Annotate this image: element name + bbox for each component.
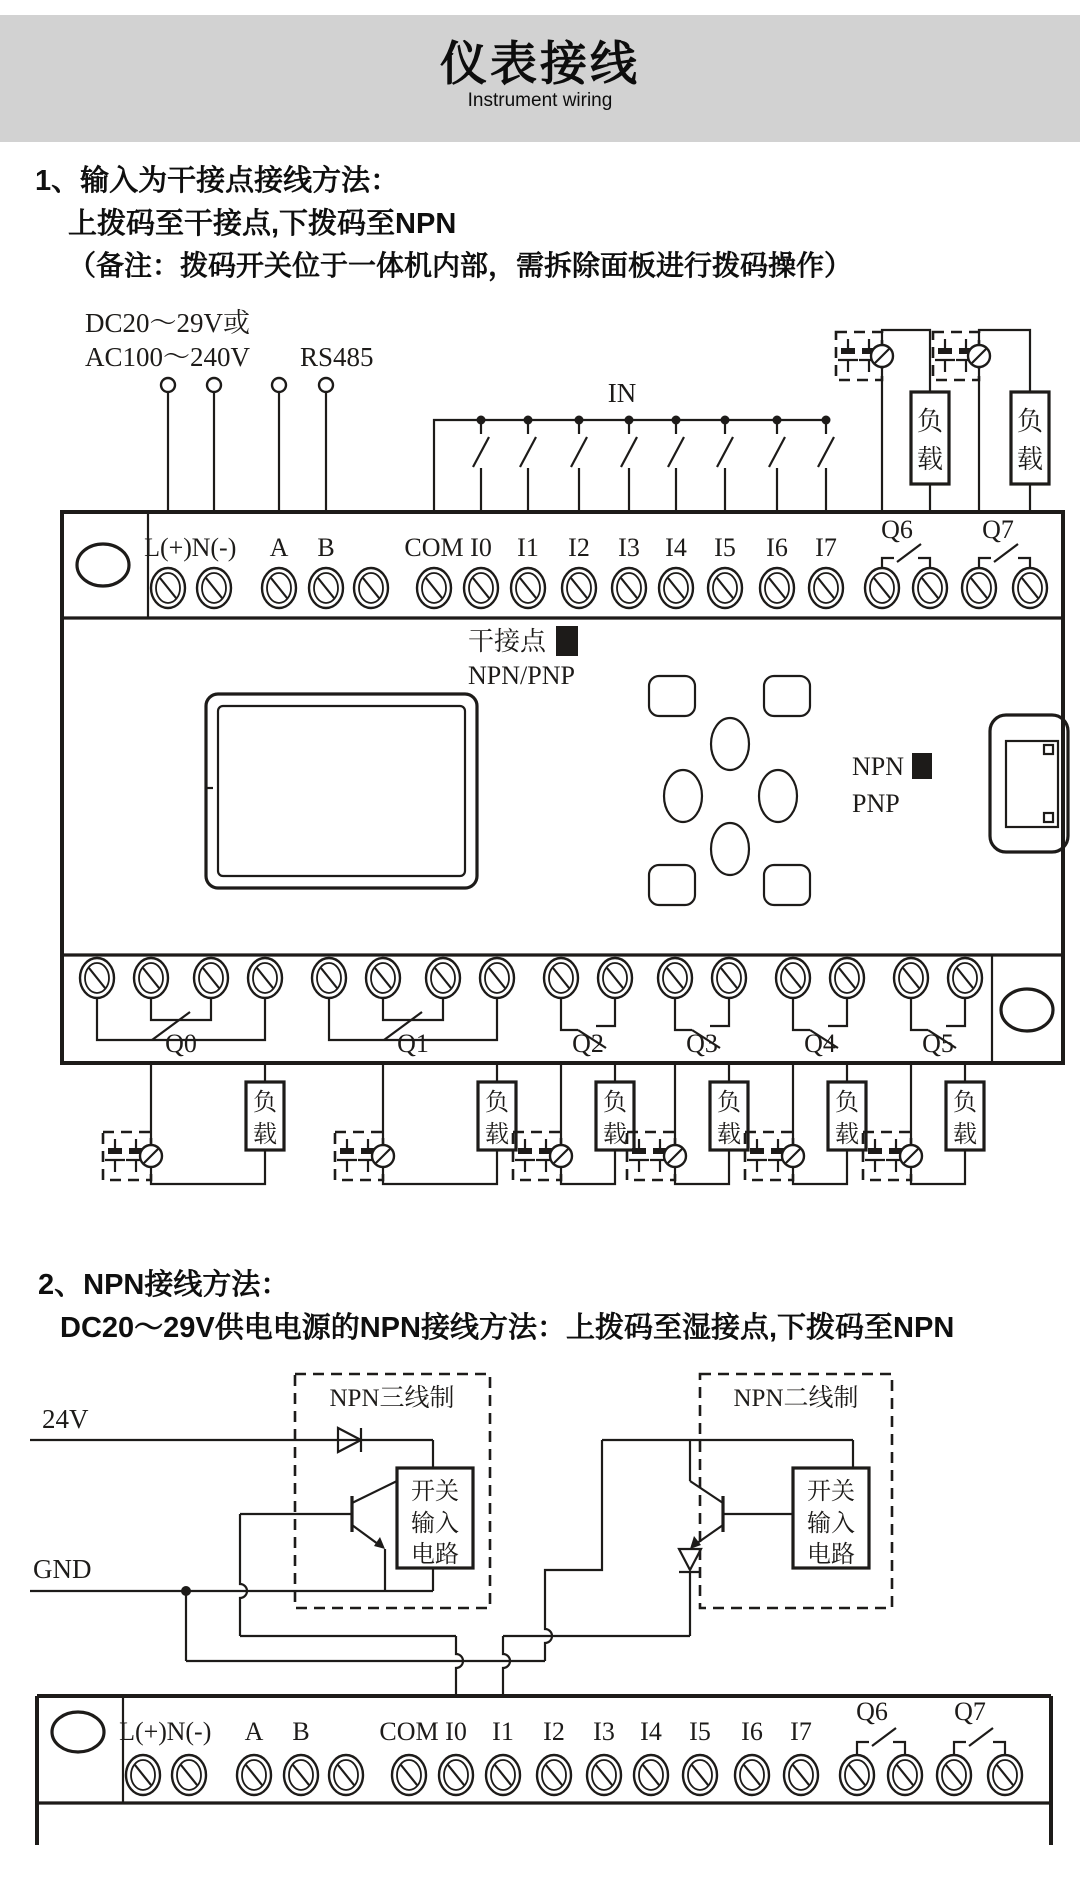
dip-right-sub: PNP xyxy=(852,789,900,818)
load-label: 负 xyxy=(916,407,944,436)
svg-text:Q6: Q6 xyxy=(881,515,913,544)
dip-right-label: NPN xyxy=(852,752,905,781)
input-bus xyxy=(434,378,834,512)
key-bottom-right xyxy=(764,865,810,905)
svg-text:Q0: Q0 xyxy=(165,1029,197,1058)
npn-3wire-label: NPN三线制 xyxy=(329,1385,455,1412)
section1-subheading: 上拨码至干接点,下拨码至NPN xyxy=(68,208,457,240)
gnd-label: GND xyxy=(33,1554,92,1584)
section2-heading: 2、NPN接线方法： xyxy=(38,1269,290,1301)
load-label: 载 xyxy=(916,445,944,474)
svg-text:Q5: Q5 xyxy=(922,1029,954,1058)
svg-text:负: 负 xyxy=(717,1090,741,1116)
top-terminal-screws xyxy=(151,568,1047,608)
supply-pins xyxy=(161,378,333,512)
output-labels xyxy=(165,1029,954,1058)
key-left xyxy=(664,770,702,822)
svg-text:电路: 电路 xyxy=(807,1542,855,1568)
svg-text:I2: I2 xyxy=(543,1717,565,1746)
key-top-right xyxy=(764,676,810,716)
key-down xyxy=(711,823,749,875)
dip-top-label: 干接点 xyxy=(468,627,547,656)
v24-label: 24V xyxy=(42,1404,89,1434)
device-keypad xyxy=(649,676,810,905)
svg-text:I3: I3 xyxy=(618,533,640,562)
svg-text:B: B xyxy=(317,533,335,562)
svg-text:I4: I4 xyxy=(640,1717,662,1746)
device-display xyxy=(206,694,477,888)
controller-device xyxy=(62,512,1068,1063)
section1-note: （备注：拨码开关位于一体机内部，需拆除面板进行拨码操作） xyxy=(68,250,853,281)
svg-text:Q7: Q7 xyxy=(982,515,1014,544)
svg-text:载: 载 xyxy=(835,1122,859,1148)
diagram2 xyxy=(30,1374,1051,1845)
svg-text:I3: I3 xyxy=(593,1717,615,1746)
svg-text:载: 载 xyxy=(253,1122,277,1148)
svg-text:负: 负 xyxy=(953,1090,977,1116)
mounting-hole xyxy=(1001,989,1053,1031)
key-right xyxy=(759,770,797,822)
load-label: 负 xyxy=(1016,407,1044,436)
npn-2wire-sensor xyxy=(602,1374,892,1636)
svg-text:COM: COM xyxy=(379,1717,439,1746)
svg-text:I7: I7 xyxy=(790,1717,812,1746)
svg-text:I1: I1 xyxy=(492,1717,514,1746)
section2-subheading: DC20～29V供电电源的NPN接线方法：上拨码至湿接点,下拨码至NPN xyxy=(60,1312,955,1344)
svg-text:输入: 输入 xyxy=(411,1511,459,1537)
section1-heading: 1、输入为干接点接线方法： xyxy=(35,165,400,197)
svg-text:L(+): L(+) xyxy=(144,533,192,562)
output-load-circuits xyxy=(103,1063,984,1184)
svg-text:I4: I4 xyxy=(665,533,687,562)
svg-text:Q2: Q2 xyxy=(572,1029,604,1058)
top-terminal-labels-2 xyxy=(119,1697,986,1746)
svg-text:载: 载 xyxy=(717,1122,741,1148)
diagram1 xyxy=(62,308,1068,1184)
svg-text:负: 负 xyxy=(485,1090,509,1116)
svg-text:A: A xyxy=(244,1717,264,1746)
svg-text:负: 负 xyxy=(253,1090,277,1116)
bottom-terminal-screws xyxy=(80,958,982,998)
side-port xyxy=(990,715,1068,852)
top-terminal-screws-2 xyxy=(126,1755,1022,1795)
svg-text:开关: 开关 xyxy=(807,1479,855,1505)
svg-text:载: 载 xyxy=(953,1122,977,1148)
power-label-2: AC100～240V xyxy=(85,342,251,372)
dip-top-sub: NPN/PNP xyxy=(468,661,575,690)
svg-text:I0: I0 xyxy=(445,1717,467,1746)
dip-switch-icon xyxy=(556,626,578,656)
power-label-1: DC20～29V或 xyxy=(85,308,251,338)
svg-text:I7: I7 xyxy=(815,533,837,562)
svg-text:L(+): L(+) xyxy=(119,1717,167,1746)
relay-contacts-top-2 xyxy=(857,1728,1005,1755)
mounting-hole xyxy=(77,544,129,586)
svg-text:I5: I5 xyxy=(714,533,736,562)
key-up xyxy=(711,718,749,770)
svg-text:I5: I5 xyxy=(689,1717,711,1746)
svg-text:I2: I2 xyxy=(568,533,590,562)
svg-text:Q6: Q6 xyxy=(856,1697,888,1726)
relay-contacts-top xyxy=(882,544,1030,572)
key-bottom-left xyxy=(649,865,695,905)
load-label: 载 xyxy=(1016,445,1044,474)
svg-text:Q1: Q1 xyxy=(397,1029,429,1058)
page-subtitle: Instrument wiring xyxy=(467,90,613,111)
svg-text:输入: 输入 xyxy=(807,1511,855,1537)
dip-switch-icon xyxy=(912,753,932,779)
npn-3wire-sensor xyxy=(240,1374,490,1608)
svg-text:Q7: Q7 xyxy=(954,1697,986,1726)
input-switches xyxy=(473,416,834,513)
svg-text:COM: COM xyxy=(404,533,464,562)
mounting-hole xyxy=(52,1712,104,1752)
top-terminal-labels xyxy=(144,515,1014,562)
controller-device-2 xyxy=(37,1696,1051,1845)
svg-text:N(-): N(-) xyxy=(191,533,237,562)
svg-text:N(-): N(-) xyxy=(166,1717,212,1746)
svg-text:电路: 电路 xyxy=(411,1542,459,1568)
svg-text:负: 负 xyxy=(835,1090,859,1116)
svg-text:I6: I6 xyxy=(741,1717,763,1746)
page-title: 仪表接线 xyxy=(440,37,640,90)
svg-text:I6: I6 xyxy=(766,533,788,562)
svg-text:Q4: Q4 xyxy=(804,1029,836,1058)
in-label: IN xyxy=(607,378,637,408)
svg-text:Q3: Q3 xyxy=(686,1029,718,1058)
key-top-left xyxy=(649,676,695,716)
svg-text:I0: I0 xyxy=(470,533,492,562)
svg-text:负: 负 xyxy=(603,1090,627,1116)
svg-text:I1: I1 xyxy=(517,533,539,562)
svg-text:载: 载 xyxy=(603,1122,627,1148)
npn-2wire-label: NPN二线制 xyxy=(733,1385,859,1412)
rs485-label: RS485 xyxy=(300,342,374,372)
svg-text:载: 载 xyxy=(485,1122,509,1148)
svg-text:B: B xyxy=(292,1717,310,1746)
svg-text:开关: 开关 xyxy=(411,1479,459,1505)
svg-text:A: A xyxy=(269,533,289,562)
